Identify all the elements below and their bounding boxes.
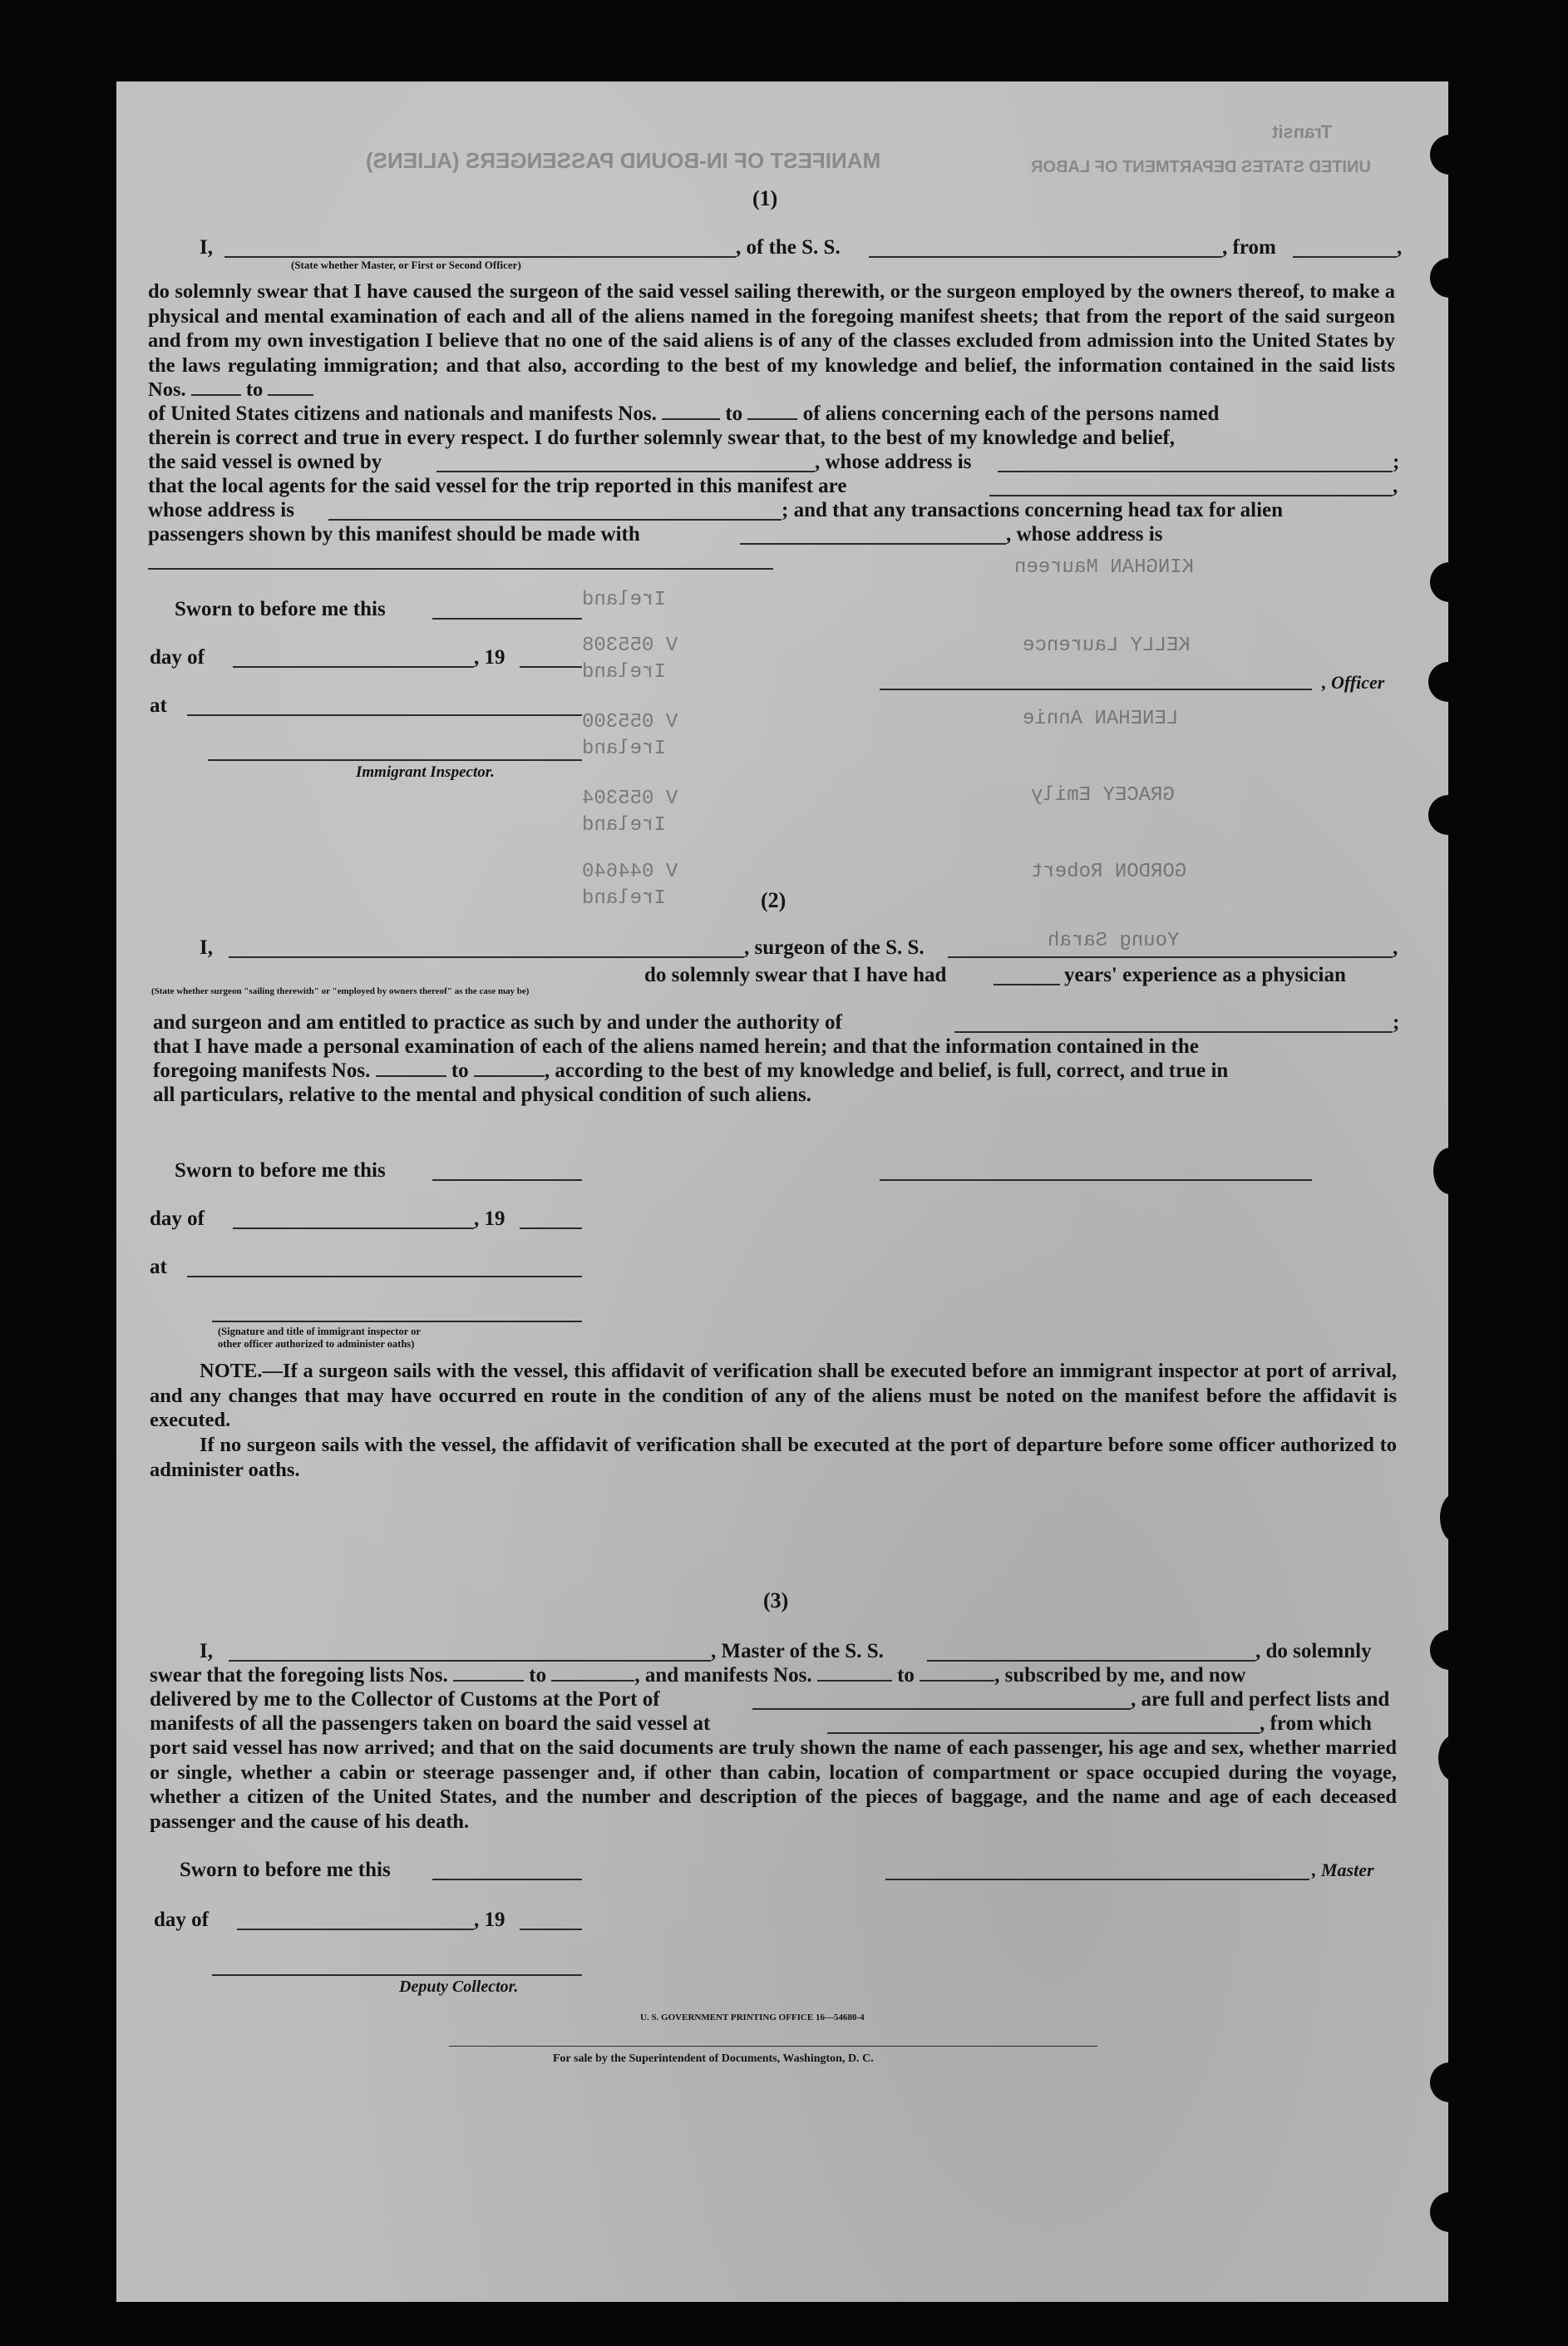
s1-year-field[interactable] <box>520 666 582 668</box>
s3-vessel-at-label: manifests of all the passengers taken on board the said vessel at <box>150 1712 711 1735</box>
s1-owned-by-label: the said vessel is owned by <box>148 451 382 473</box>
bleed-entry-place: Ireland <box>582 814 666 837</box>
section-1-number: (1) <box>752 186 778 210</box>
s2-surgeon-label: , surgeon of the S. S. <box>744 936 925 959</box>
bleed-entry-name: GORDON Robert <box>1031 861 1187 883</box>
s1-line-manifests: of United States citizens and nationals and manifests Nos. to of aliens concerning each of the persons named <box>148 403 1220 425</box>
section-3-number: (3) <box>763 1588 789 1613</box>
s3-port-field[interactable] <box>752 1708 1131 1710</box>
s1-sworn-label: Sworn to before me this <box>175 598 386 620</box>
s3-dayof-label: day of <box>154 1909 209 1931</box>
s1-vessel-field[interactable] <box>869 256 1222 258</box>
s1-line-therein: therein is correct and true in every respect. I do further solemnly swear that, to the best of my knowledge and belief, <box>148 427 1176 449</box>
s1-oath-paragraph: do solemnly swear that I have caused the surgeon of the said vessel sailing therewith, or the surgeon employed by the owners thereof, to make a physical and mental examination of each and all of the aliens named in the foregoing manifest sheets; that from the report of the said surgeon and from my own investigation I believe that no one of the said aliens is of any of the classes excluded from admission into the United States by the laws regulating immigration; and that also, according to the best of my knowledge and belief, the information contained in the said lists Nos. to <box>148 280 1395 401</box>
s3-sworn-date-field[interactable] <box>432 1879 582 1880</box>
s3-master-signature-field[interactable] <box>885 1879 1309 1880</box>
s2-sworn-date-field[interactable] <box>432 1179 582 1181</box>
bleed-entry-place: Ireland <box>582 661 666 684</box>
s1-year-label: , 19 <box>474 646 505 669</box>
bleed-header-department: UNITED STATES DEPARTMENT OF LABOR <box>1031 158 1371 176</box>
s3-oath-paragraph: port said vessel has now arrived; and that on the said documents are truly shown the name of each passenger, his age and sex, whether married or single, whether a cabin or steerage passenger and, if other than cabin, location of compartment or space occupied during the voyage, whether a citizen of the United States, and the number and description of the pieces of baggage, and the name and age of each deceased passenger and the cause of his death. <box>150 1736 1397 1833</box>
s2-swear-label: do solemnly swear that I have had <box>644 964 947 986</box>
s1-passengers-label: passengers shown by this manifest should be made with <box>148 523 640 546</box>
s2-surgeon-signature-field[interactable] <box>880 1179 1312 1181</box>
s2-i-label: I, <box>200 936 213 959</box>
s1-owner-address-field[interactable] <box>998 471 1393 472</box>
bleed-entry-name: Young Sarah <box>1048 930 1180 952</box>
manifest-verification-page <box>116 81 1448 2302</box>
s3-manifests-from-field[interactable] <box>817 1680 892 1682</box>
binder-hole <box>1438 1735 1472 1781</box>
bleed-entry-name: KINGHAN Maureen <box>1014 556 1195 579</box>
s2-caption: (State whether surgeon "sailing therewith" or "employed by owners thereof" as the case may be) <box>151 986 530 996</box>
section-2-number: (2) <box>761 888 786 912</box>
s1-agents-field[interactable] <box>989 495 1393 496</box>
s3-year-label: , 19 <box>474 1909 505 1931</box>
s3-sworn-label: Sworn to before me this <box>180 1859 391 1881</box>
s3-collector-signature-field[interactable] <box>212 1974 582 1976</box>
s1-i-label: I, <box>200 236 213 259</box>
s3-lists-text: , are full and perfect lists and <box>1131 1688 1390 1711</box>
s1-ss-label: , of the S. S. <box>736 236 841 259</box>
s2-manifests-to-field[interactable] <box>474 1075 545 1077</box>
s2-particulars-text: all particulars, relative to the mental and physical condition of such aliens. <box>153 1084 811 1106</box>
s2-day-field[interactable] <box>233 1227 474 1229</box>
binder-hole <box>1440 1494 1470 1542</box>
gpo-imprint: U. S. GOVERNMENT PRINTING OFFICE 16—54680-4 <box>640 2013 865 2022</box>
binder-hole <box>1430 2062 1470 2102</box>
s1-manifests-from-field[interactable] <box>662 418 720 420</box>
s1-dayof-label: day of <box>150 646 205 669</box>
s1-agents-label: that the local agents for the said vessel for the trip reported in this manifest are <box>148 475 847 497</box>
s3-from-which-text: , from which <box>1260 1712 1372 1735</box>
s3-year-field[interactable] <box>520 1929 582 1930</box>
s2-comma: , <box>1393 936 1398 959</box>
bleed-entry-name: LENEHAN Annie <box>1023 708 1179 730</box>
s3-lists-from-field[interactable] <box>453 1680 524 1682</box>
binder-hole <box>1430 2192 1470 2232</box>
s1-at-field[interactable] <box>187 714 582 716</box>
s3-manifests-to-field[interactable] <box>920 1680 994 1682</box>
bleed-entry-name: KELLY Laurence <box>1023 635 1191 657</box>
s2-years-label: years' experience as a physician <box>1064 964 1346 986</box>
s2-sworn-label: Sworn to before me this <box>175 1159 386 1182</box>
s1-agent-address-label: whose address is <box>148 499 294 521</box>
s1-inspector-label: Immigrant Inspector. <box>356 763 495 781</box>
s1-officer-label: , Officer <box>1322 672 1385 693</box>
s1-head-tax-agent-field[interactable] <box>740 543 1006 545</box>
bleed-entry-number: V 044640 <box>582 861 678 883</box>
s3-port-label: delivered by me to the Collector of Customs at the Port of <box>150 1688 660 1711</box>
s3-lists-to-field[interactable] <box>551 1680 634 1682</box>
s2-semicolon: ; <box>1393 1011 1400 1034</box>
s3-vessel-field[interactable] <box>927 1660 1255 1662</box>
s1-head-tax-address-label: , whose address is <box>1006 523 1163 546</box>
s2-surgeon-name-field[interactable] <box>229 956 744 958</box>
s1-manifests-to-field[interactable] <box>747 418 797 420</box>
sale-notice: For sale by the Superintendent of Documents, Washington, D. C. <box>553 2052 874 2065</box>
bleed-entry-place: Ireland <box>582 887 666 910</box>
s3-lists-line: swear that the foregoing lists Nos. to , and manifests Nos. to , subscribed by me, and now <box>150 1664 1246 1687</box>
s1-semicolon: ; <box>1393 451 1400 473</box>
bleed-entry-place: Ireland <box>582 589 666 611</box>
s1-officer-signature-field[interactable] <box>880 689 1312 690</box>
s2-sig-caption-2: other officer authorized to administer oaths) <box>218 1338 415 1350</box>
binder-hole <box>1430 1630 1470 1670</box>
bleed-entry-place: Ireland <box>582 738 666 760</box>
s1-officer-name-field[interactable] <box>224 256 736 258</box>
binder-hole <box>1430 258 1470 298</box>
binder-hole <box>1430 135 1470 175</box>
binder-hole <box>1428 795 1468 835</box>
s3-i-label: I, <box>200 1640 213 1662</box>
s3-solemnly-text: , do solemnly <box>1255 1640 1372 1662</box>
s2-authority-label: and surgeon and am entitled to practice as such by and under the authority of <box>153 1011 842 1034</box>
s2-authority-field[interactable] <box>954 1031 1393 1033</box>
s2-years-field[interactable] <box>994 984 1060 985</box>
s1-head-tax-address-field[interactable] <box>148 568 773 570</box>
s1-day-field[interactable] <box>233 666 474 668</box>
s1-owner-address-label: , whose address is <box>815 451 972 473</box>
s3-day-field[interactable] <box>237 1929 474 1930</box>
s1-sworn-date-field[interactable] <box>432 618 582 620</box>
bleed-entry-number: V 055304 <box>582 788 678 810</box>
s2-vessel-field[interactable] <box>948 956 1393 958</box>
s2-at-label: at <box>150 1256 167 1278</box>
s1-from-label: , from <box>1222 236 1276 259</box>
s2-note-paragraph-2: If no surgeon sails with the vessel, the affidavit of verification shall be executed at the port of departure before some officer authorized to administer oaths. <box>150 1434 1397 1481</box>
s1-lists-to-field[interactable] <box>268 394 313 396</box>
s3-collector-label: Deputy Collector. <box>399 1978 519 1996</box>
s1-agent-address-field[interactable] <box>328 519 782 521</box>
s2-manifests-from-field[interactable] <box>376 1075 446 1077</box>
s1-lists-from-field[interactable] <box>191 394 241 396</box>
bleed-entry-number: V 055300 <box>582 711 678 733</box>
s3-master-sig-label: , Master <box>1312 1860 1374 1880</box>
binder-hole <box>1428 662 1468 702</box>
s1-comma-2: , <box>1393 475 1398 497</box>
s2-year-label: , 19 <box>474 1208 505 1230</box>
s2-note-paragraph-1: NOTE.—If a surgeon sails with the vessel, this affidavit of verification shall be executed before an immigrant inspector at port of arrival, and any changes that may have occurred en route in the condition of any of the aliens must be noted on the manifest before the affidavit is executed. <box>150 1360 1397 1431</box>
s2-year-field[interactable] <box>520 1227 582 1229</box>
s1-caption: (State whether Master, or First or Second Officer) <box>291 259 521 271</box>
footer-rule <box>449 2046 1097 2047</box>
bleed-header-transit: Transit <box>1272 121 1333 142</box>
binder-hole <box>1433 1148 1467 1194</box>
s2-inspector-signature-field[interactable] <box>212 1321 582 1322</box>
s2-at-field[interactable] <box>187 1276 582 1277</box>
bleed-entry-number: V 055308 <box>582 635 678 657</box>
s1-owner-field[interactable] <box>436 471 815 472</box>
s3-departure-port-field[interactable] <box>827 1732 1260 1734</box>
s2-dayof-label: day of <box>150 1208 205 1230</box>
s2-sig-caption-1: (Signature and title of immigrant inspector or <box>218 1326 421 1337</box>
binder-hole <box>1430 562 1470 602</box>
bleed-entry-name: GRACEY Emily <box>1031 784 1175 807</box>
bleed-header-title: MANIFEST OF IN-BOUND PASSENGERS (ALIENS) <box>366 148 881 173</box>
s3-master-label: , Master of the S. S. <box>711 1640 884 1662</box>
s1-comma: , <box>1397 236 1403 259</box>
s1-inspector-signature-field[interactable] <box>208 759 582 761</box>
s1-at-label: at <box>150 694 167 717</box>
s3-master-name-field[interactable] <box>229 1660 711 1662</box>
s1-from-field[interactable] <box>1293 256 1397 258</box>
s2-examination-text: that I have made a personal examination of each of the aliens named herein; and that the information contained in the <box>153 1035 1199 1058</box>
s1-head-tax-text: ; and that any transactions concerning head tax for alien <box>782 499 1284 521</box>
s2-manifests-line: foregoing manifests Nos. to , according to the best of my knowledge and belief, is full, correct, and true in <box>153 1059 1229 1082</box>
